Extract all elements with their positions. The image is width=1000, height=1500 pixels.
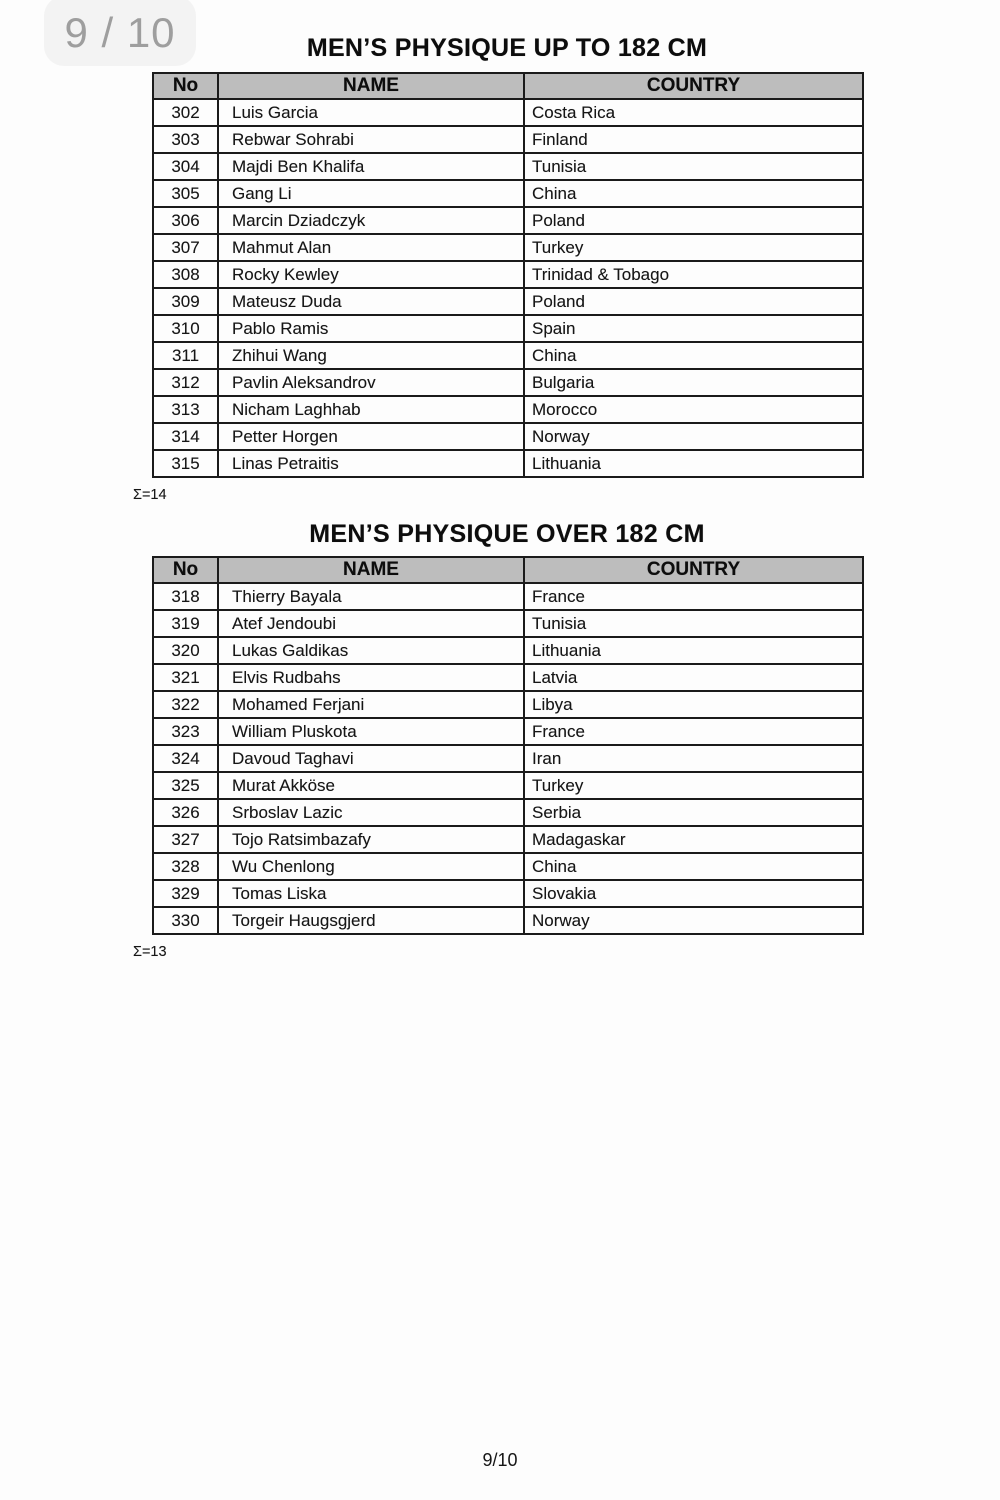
name-cell: Thierry Bayala [218, 583, 524, 610]
column-header-name: NAME [218, 557, 524, 583]
country-cell: Poland [524, 288, 863, 315]
country-cell: Norway [524, 423, 863, 450]
no-cell: 328 [153, 853, 218, 880]
country-cell: Slovakia [524, 880, 863, 907]
name-cell: Mateusz Duda [218, 288, 524, 315]
country-cell: Serbia [524, 799, 863, 826]
name-cell: Rocky Kewley [218, 261, 524, 288]
no-cell: 306 [153, 207, 218, 234]
no-cell: 321 [153, 664, 218, 691]
table-over-182 [152, 556, 862, 935]
no-cell: 318 [153, 583, 218, 610]
country-cell: Madagaskar [524, 826, 863, 853]
table-row [153, 664, 863, 691]
no-cell: 304 [153, 153, 218, 180]
country-cell: Bulgaria [524, 369, 863, 396]
country-cell: Lithuania [524, 637, 863, 664]
table-row [153, 153, 863, 180]
sum-label-up-to-182: Σ=14 [133, 487, 167, 503]
country-cell: Libya [524, 691, 863, 718]
competitors-table [152, 556, 864, 935]
column-header-name: NAME [218, 73, 524, 99]
name-cell: Nicham Laghhab [218, 396, 524, 423]
country-cell: Latvia [524, 664, 863, 691]
country-cell: Trinidad & Tobago [524, 261, 863, 288]
name-cell: Majdi Ben Khalifa [218, 153, 524, 180]
no-cell: 326 [153, 799, 218, 826]
no-cell: 323 [153, 718, 218, 745]
no-cell: 309 [153, 288, 218, 315]
name-cell: Mahmut Alan [218, 234, 524, 261]
no-cell: 329 [153, 880, 218, 907]
country-cell: Finland [524, 126, 863, 153]
column-header-country: COUNTRY [524, 557, 863, 583]
table-row [153, 718, 863, 745]
table-title-over-182: MEN’S PHYSIQUE OVER 182 CM [309, 520, 705, 548]
table-row [153, 907, 863, 934]
no-cell: 303 [153, 126, 218, 153]
country-cell: France [524, 718, 863, 745]
name-cell: Marcin Dziadczyk [218, 207, 524, 234]
name-cell: Murat Akköse [218, 772, 524, 799]
name-cell: Petter Horgen [218, 423, 524, 450]
country-cell: Turkey [524, 234, 863, 261]
no-cell: 302 [153, 99, 218, 126]
table-row [153, 369, 863, 396]
competitors-table [152, 72, 864, 478]
no-cell: 313 [153, 396, 218, 423]
name-cell: Tomas Liska [218, 880, 524, 907]
name-cell: Srboslav Lazic [218, 799, 524, 826]
country-cell: Tunisia [524, 153, 863, 180]
country-cell: China [524, 853, 863, 880]
name-cell: Gang Li [218, 180, 524, 207]
country-cell: Costa Rica [524, 99, 863, 126]
no-cell: 305 [153, 180, 218, 207]
table-row [153, 342, 863, 369]
name-cell: Atef Jendoubi [218, 610, 524, 637]
name-cell: Mohamed Ferjani [218, 691, 524, 718]
name-cell: Davoud Taghavi [218, 745, 524, 772]
name-cell: William Pluskota [218, 718, 524, 745]
no-cell: 327 [153, 826, 218, 853]
table-row [153, 610, 863, 637]
table-row [153, 450, 863, 477]
country-cell: Norway [524, 907, 863, 934]
table-row [153, 396, 863, 423]
no-cell: 330 [153, 907, 218, 934]
no-cell: 310 [153, 315, 218, 342]
country-cell: China [524, 342, 863, 369]
no-cell: 314 [153, 423, 218, 450]
sum-label-over-182: Σ=13 [133, 944, 167, 960]
column-header-no: No [153, 73, 218, 99]
name-cell: Luis Garcia [218, 99, 524, 126]
country-cell: Morocco [524, 396, 863, 423]
table-row [153, 261, 863, 288]
table-row [153, 826, 863, 853]
name-cell: Zhihui Wang [218, 342, 524, 369]
table-row [153, 315, 863, 342]
table-row [153, 423, 863, 450]
country-cell: Tunisia [524, 610, 863, 637]
table-row [153, 207, 863, 234]
table-row [153, 853, 863, 880]
name-cell: Lukas Galdikas [218, 637, 524, 664]
name-cell: Rebwar Sohrabi [218, 126, 524, 153]
name-cell: Linas Petraitis [218, 450, 524, 477]
table-row [153, 880, 863, 907]
country-cell: Iran [524, 745, 863, 772]
table-row [153, 745, 863, 772]
table-row [153, 691, 863, 718]
country-cell: Turkey [524, 772, 863, 799]
column-header-no: No [153, 557, 218, 583]
footer-page-number: 9/10 [482, 1450, 518, 1470]
no-cell: 315 [153, 450, 218, 477]
country-cell: Spain [524, 315, 863, 342]
country-cell: France [524, 583, 863, 610]
no-cell: 312 [153, 369, 218, 396]
header-row [153, 557, 863, 583]
column-header-country: COUNTRY [524, 73, 863, 99]
name-cell: Elvis Rudbahs [218, 664, 524, 691]
country-cell: Lithuania [524, 450, 863, 477]
no-cell: 320 [153, 637, 218, 664]
name-cell: Wu Chenlong [218, 853, 524, 880]
table-row [153, 772, 863, 799]
table-row [153, 126, 863, 153]
no-cell: 308 [153, 261, 218, 288]
name-cell: Pablo Ramis [218, 315, 524, 342]
name-cell: Tojo Ratsimbazafy [218, 826, 524, 853]
no-cell: 311 [153, 342, 218, 369]
no-cell: 324 [153, 745, 218, 772]
table-row [153, 99, 863, 126]
table-up-to-182 [152, 72, 862, 478]
table-row [153, 234, 863, 261]
name-cell: Pavlin Aleksandrov [218, 369, 524, 396]
no-cell: 319 [153, 610, 218, 637]
table-row [153, 288, 863, 315]
no-cell: 325 [153, 772, 218, 799]
table-row [153, 799, 863, 826]
page-indicator-label: 9 / 10 [64, 9, 176, 56]
country-cell: Poland [524, 207, 863, 234]
table-row [153, 637, 863, 664]
table-row [153, 180, 863, 207]
table-row [153, 583, 863, 610]
country-cell: China [524, 180, 863, 207]
no-cell: 322 [153, 691, 218, 718]
table-title-up-to-182: MEN’S PHYSIQUE UP TO 182 CM [306, 34, 708, 62]
name-cell: Torgeir Haugsgjerd [218, 907, 524, 934]
no-cell: 307 [153, 234, 218, 261]
header-row [153, 73, 863, 99]
